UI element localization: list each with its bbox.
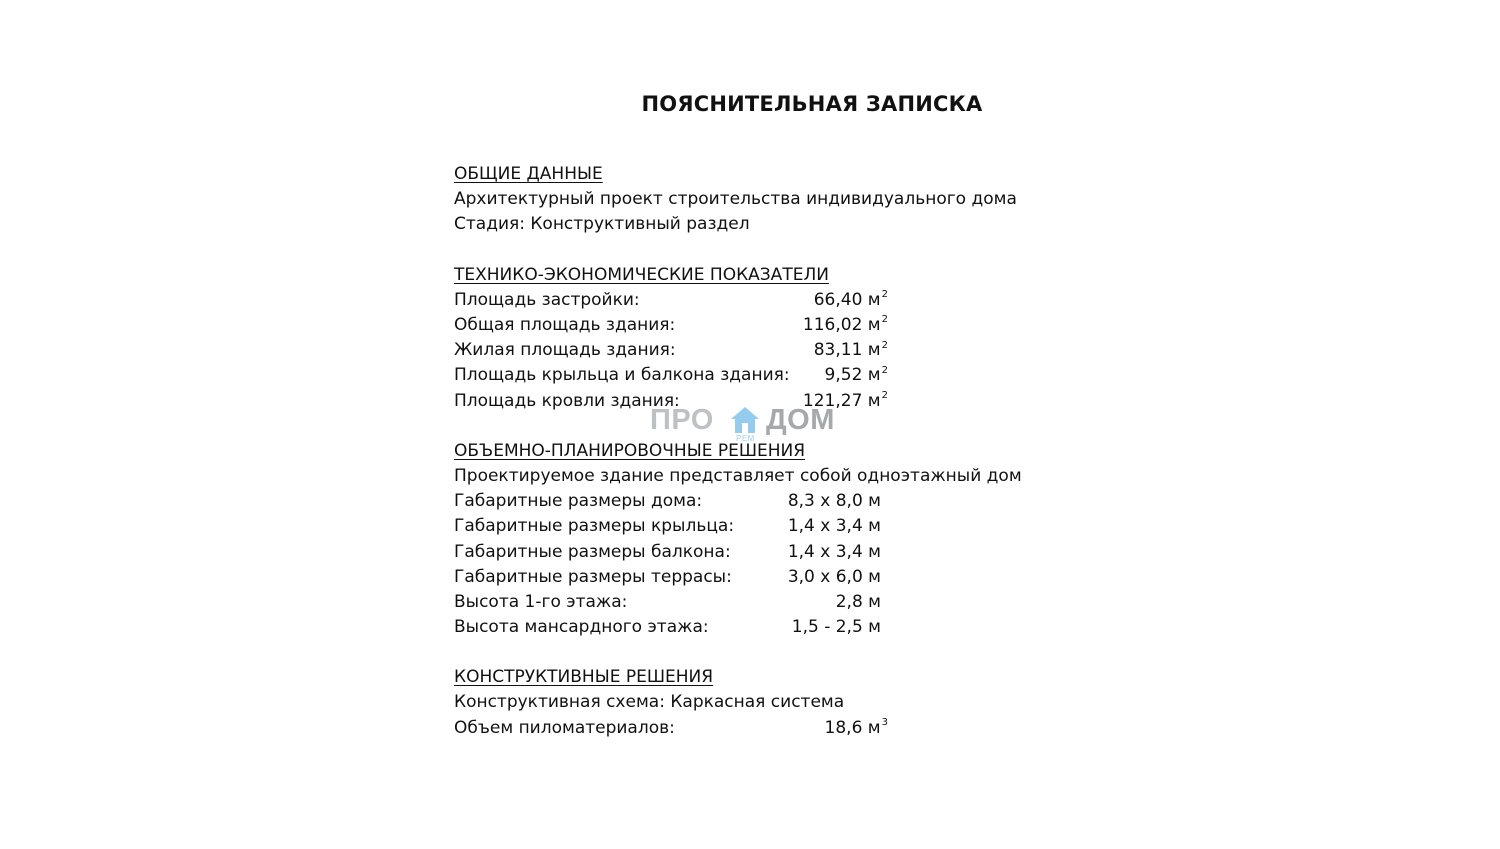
tech-row: [454, 313, 1054, 338]
row-value: 121,27 $м^2$: [802, 389, 888, 411]
constr-row: [454, 716, 1054, 741]
row-value: 3,0 x 6,0 м: [787, 566, 881, 587]
note-content: [454, 162, 1054, 741]
section-general: [454, 162, 1054, 238]
row-label: Жилая площадь здания:: [454, 340, 676, 361]
house-icon: [730, 406, 760, 434]
row-label: Площадь кровли здания:: [454, 390, 680, 411]
row-label: Общая площадь здания:: [454, 315, 676, 335]
row-value: 8,3 x 8,0 м: [787, 491, 881, 512]
watermark-subtext: РЕМ: [736, 434, 755, 443]
plan-row: [454, 615, 1054, 640]
row-value: 116,02 $м^2$: [802, 314, 888, 335]
row-label: Объем пиломатериалов:: [454, 717, 675, 738]
row-value: 18,6 $м^3$: [824, 717, 888, 738]
row-value: 1,5 - 2,5 м: [791, 617, 881, 638]
general-line: Архитектурный проект строительства индивидуального дома: [454, 189, 1017, 210]
general-line: Стадия: Конструктивный раздел: [454, 214, 750, 235]
row-value: 9,52 $м^2$: [824, 364, 888, 386]
plan-row: [454, 540, 1054, 565]
row-label: Площадь крыльца и балкона здания:: [454, 365, 790, 386]
section-heading-constr: КОНСТРУКТИВНЫЕ РЕШЕНИЯ: [454, 667, 714, 688]
page-title: ПОЯСНИТЕЛЬНАЯ ЗАПИСКА: [641, 92, 983, 116]
watermark-text-left: ПРО: [650, 404, 714, 436]
plan-row: [454, 489, 1054, 514]
row-label: Площадь застройки:: [454, 289, 640, 310]
row-label: Габаритные размеры террасы:: [454, 566, 732, 587]
constr-intro: Конструктивная схема: Каркасная система: [454, 692, 845, 713]
plan-row: [454, 514, 1054, 539]
plan-row: [454, 565, 1054, 590]
section-tech: [454, 263, 1054, 414]
row-label: Габаритные размеры крыльца:: [454, 516, 735, 537]
row-value: 2,8 м: [835, 591, 881, 612]
section-constr: [454, 665, 1054, 741]
section-heading-general: ОБЩИЕ ДАННЫЕ: [454, 164, 603, 184]
row-label: Высота мансардного этажа:: [454, 617, 709, 638]
row-value: 1,4 x 3,4 м: [787, 516, 881, 537]
row-label: Высота 1-го этажа:: [454, 591, 628, 612]
row-value: 83,11 $м^2$: [813, 339, 888, 361]
section-heading-plan: ОБЪЕМНО-ПЛАНИРОВОЧНЫЕ РЕШЕНИЯ: [454, 440, 806, 461]
row-value: 66,40 $м^2$: [813, 289, 888, 310]
row-label: Габаритные размеры дома:: [454, 491, 703, 512]
tech-row: [454, 338, 1054, 363]
section-plan: [454, 439, 1054, 641]
plan-intro: Проектируемое здание представляет собой одноэтажный дом: [454, 465, 1022, 486]
tech-row: [454, 363, 1054, 388]
section-heading-tech: ТЕХНИКО-ЭКОНОМИЧЕСКИЕ ПОКАЗАТЕЛИ: [454, 264, 829, 285]
plan-row: [454, 590, 1054, 615]
watermark-text-right: ДОМ: [766, 404, 835, 436]
tech-row: [454, 288, 1054, 313]
row-value: 1,4 x 3,4 м: [787, 541, 881, 562]
watermark-logo: [650, 404, 850, 444]
row-label: Габаритные размеры балкона:: [454, 541, 731, 562]
